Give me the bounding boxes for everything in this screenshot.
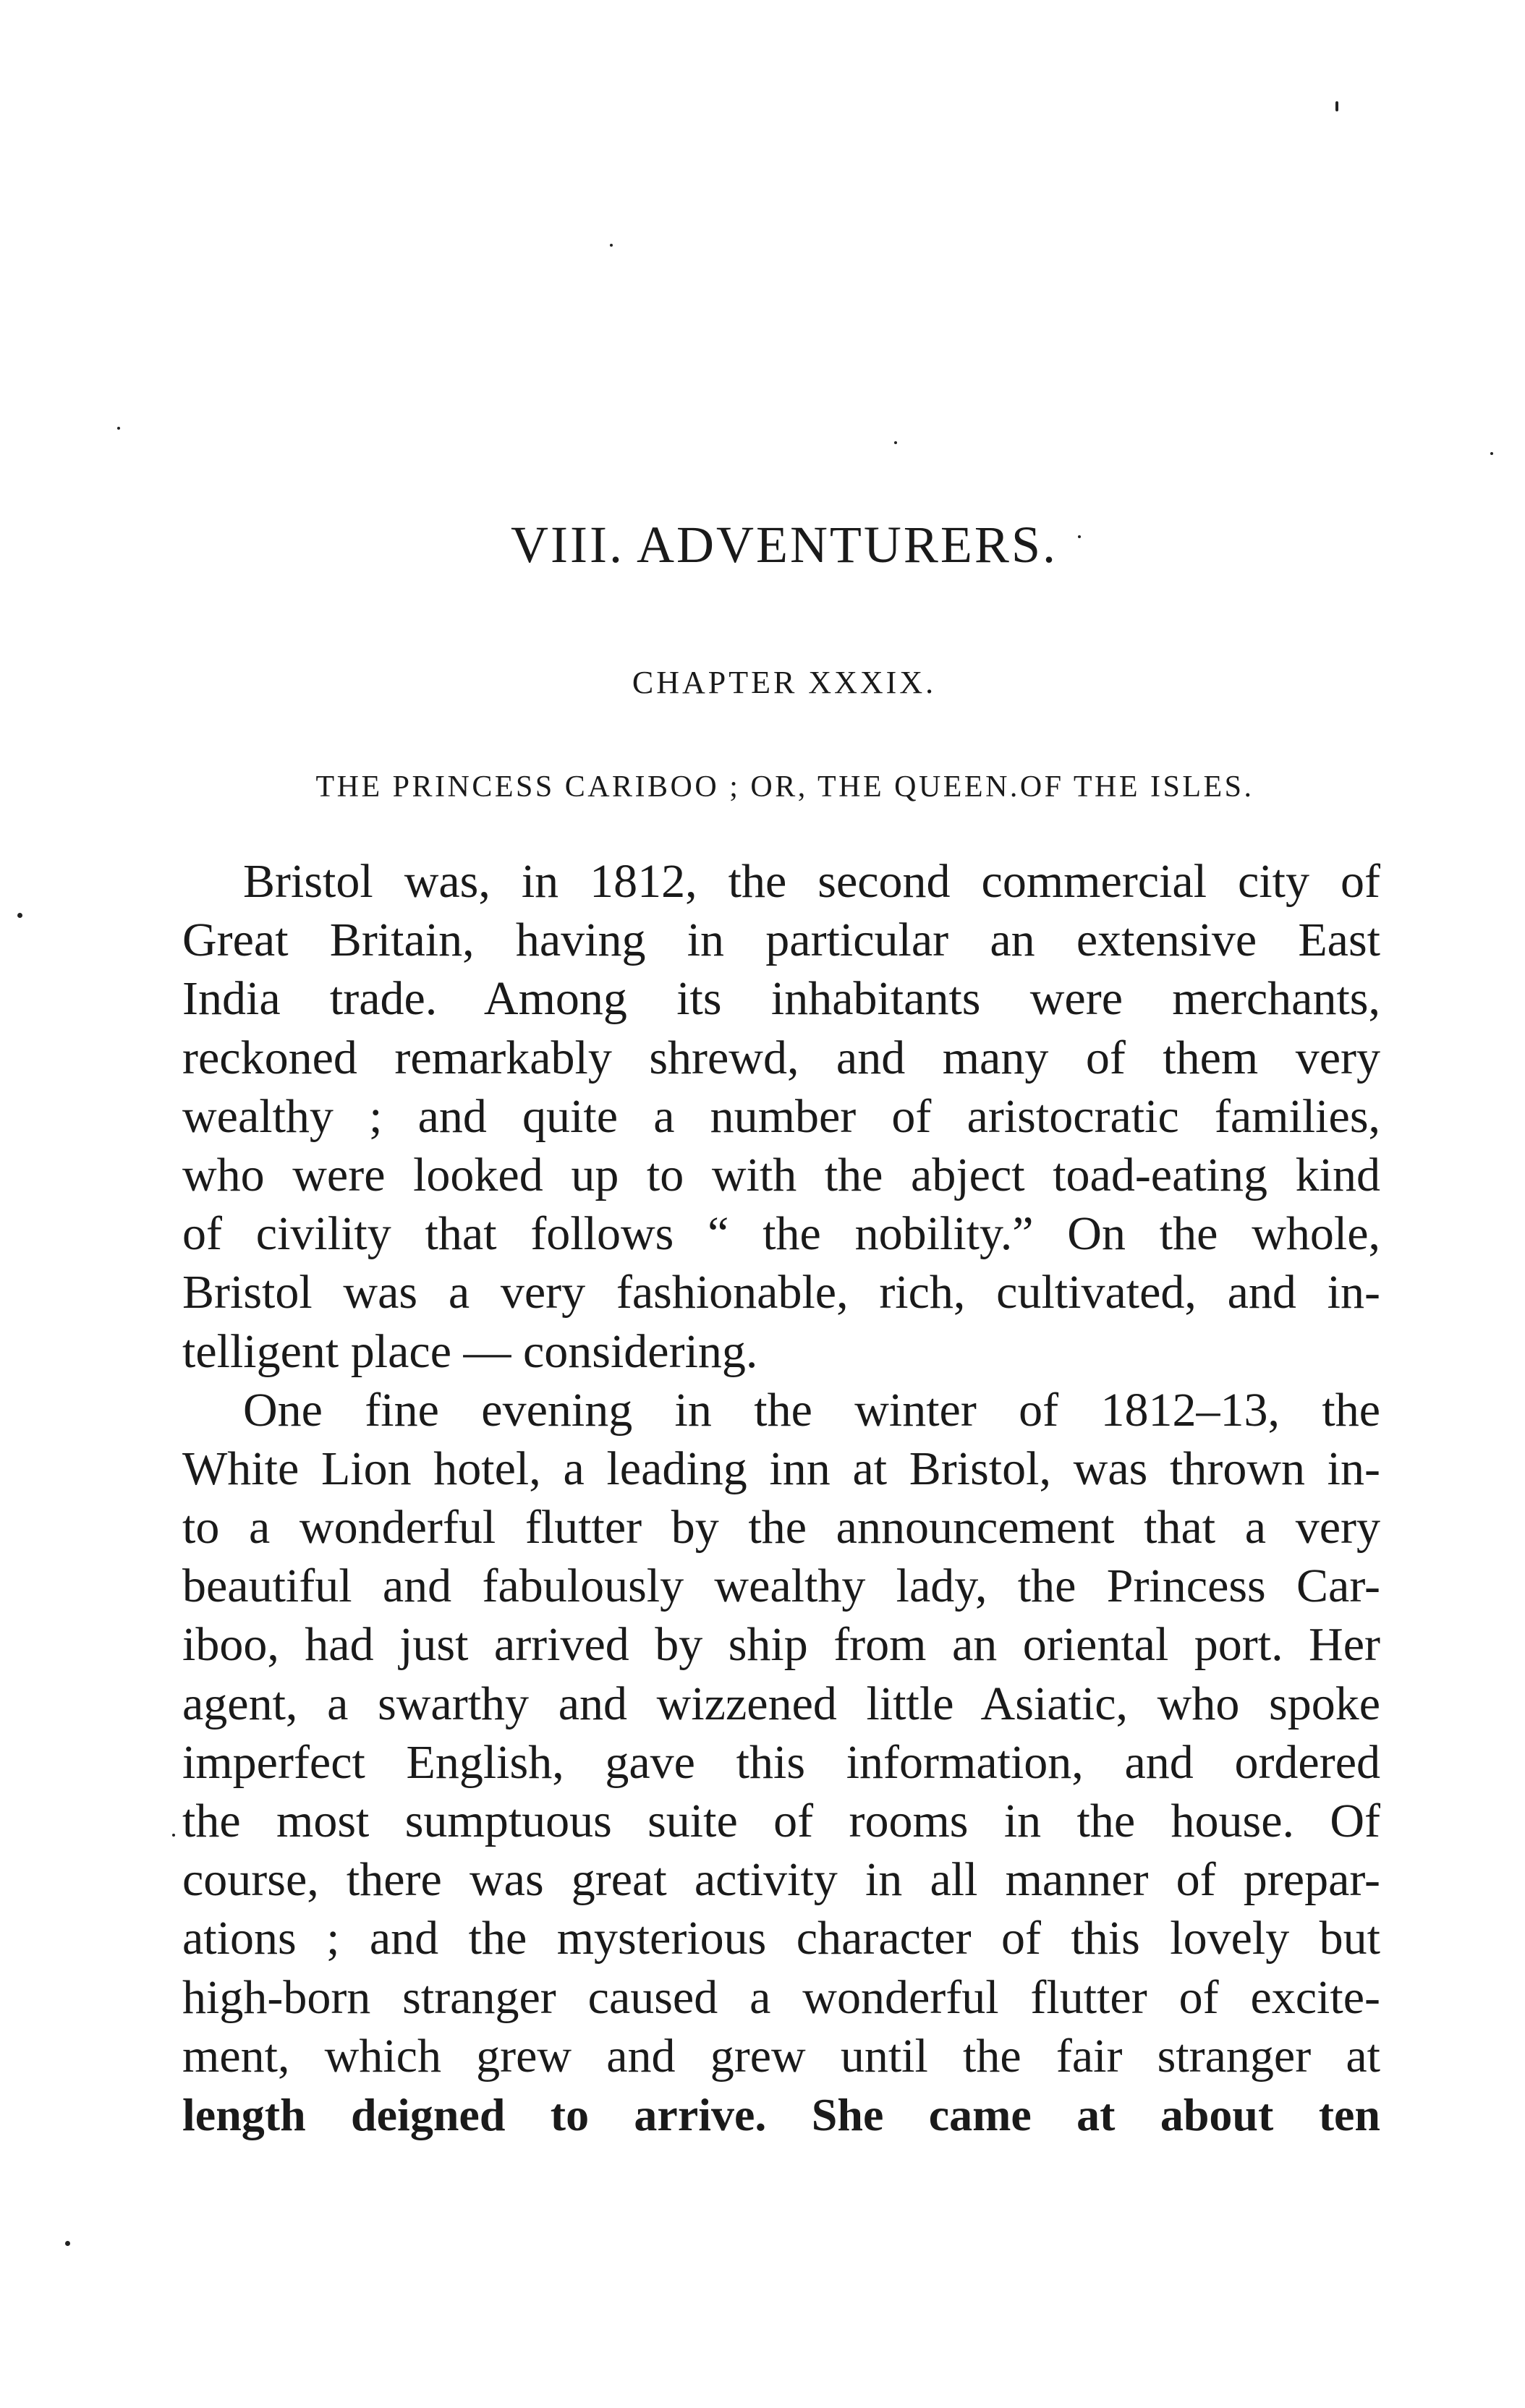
text-line: reckoned remarkably shrewd, and many of them very <box>182 1031 1380 1084</box>
scan-speck <box>1335 101 1338 111</box>
scan-speck <box>65 2241 70 2246</box>
text-line: length deigned to arrive. She came at about ten <box>182 2088 1380 2140</box>
text-line: Bristol was, in 1812, the second commercial city of <box>243 855 1380 908</box>
text-line: imperfect English, gave this information, and ordered <box>182 1735 1380 1789</box>
scan-speck <box>17 913 22 918</box>
text-line: India trade. Among its inhabitants were merchants, <box>182 972 1380 1026</box>
text-line: ment, which grew and grew until the fair stranger at <box>182 2029 1380 2082</box>
section-title: THE PRINCESS CARIBOO ; OR, THE QUEEN.OF THE ISLES. <box>315 770 1254 804</box>
text-line: iboo, had just arrived by ship from an oriental port. Her <box>182 1618 1380 1672</box>
chapter-heading: CHAPTER XXXIX. <box>632 665 937 700</box>
text-line: high-born stranger caused a wonderful flutter of excite- <box>182 1970 1380 2024</box>
text-line: Bristol was a very fashionable, rich, cultivated, and in- <box>182 1266 1380 1319</box>
scan-speck <box>117 427 120 430</box>
text-line: agent, a swarthy and wizzened little Asiatic, who spoke <box>182 1677 1380 1730</box>
scan-speck <box>610 244 613 247</box>
text-line: Great Britain, having in particular an extensive East <box>182 914 1380 967</box>
scan-speck <box>172 1834 175 1837</box>
text-line: the most sumptuous suite of rooms in the house. Of <box>182 1795 1380 1847</box>
text-line: beautiful and fabulously wealthy lady, the Princess Car- <box>182 1560 1380 1613</box>
text-line: who were looked up to with the abject toad-eating kind <box>182 1148 1380 1201</box>
text-line: telligent place — considering. <box>182 1324 758 1378</box>
scan-speck <box>894 441 897 444</box>
text-line: to a wonderful flutter by the announcement that a very <box>182 1501 1380 1554</box>
text-line: of civility that follows “ the nobility.” On the whole, <box>182 1207 1380 1261</box>
part-title: VIII. ADVENTURERS. <box>511 516 1058 574</box>
text-line: course, there was great activity in all manner of prepar- <box>182 1853 1380 1907</box>
text-line: One fine evening in the winter of 1812–13, the <box>243 1383 1380 1437</box>
text-line: ations ; and the mysterious character of this lovely but <box>182 1912 1380 1965</box>
text-line: wealthy ; and quite a number of aristocratic families, <box>182 1089 1380 1143</box>
scan-speck <box>1490 452 1493 455</box>
body-text <box>182 852 1380 2144</box>
text-line: White Lion hotel, a leading inn at Bristol, was thrown in- <box>182 1442 1380 1495</box>
